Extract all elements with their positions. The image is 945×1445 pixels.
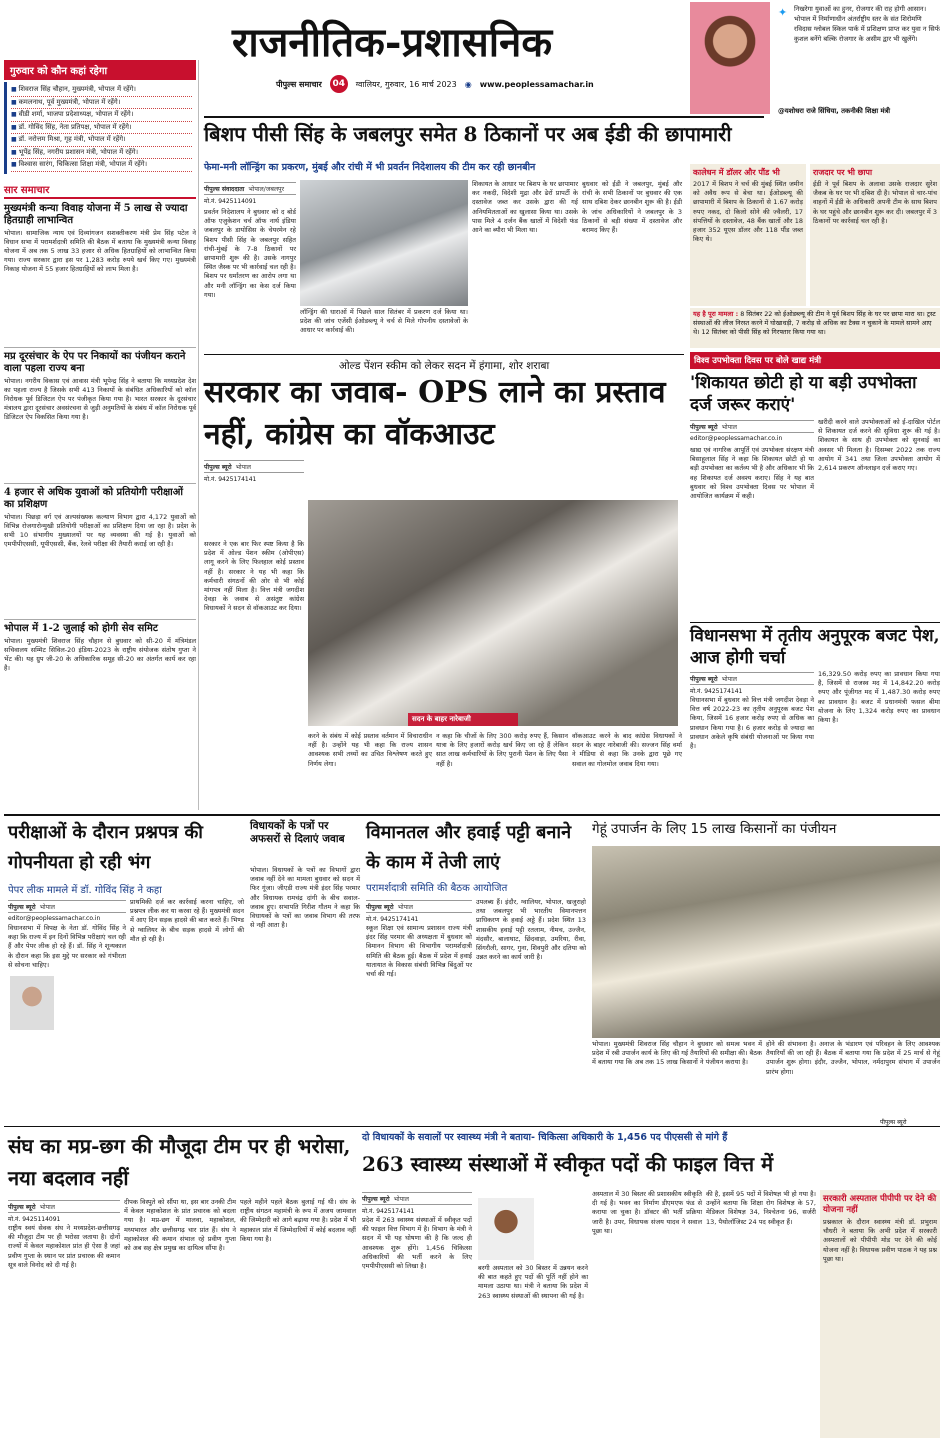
brief-body: भोपाल। मुख्यमंत्री शिवराज सिंह चौहान से बुधवार को सी-20 में मंत्रिमंडल सचिवालय सम्मिट सिविल-20 इंडिया-2023 के राष्ट्रीय संयोजक संतोष गुप्ता ने भेंट की। यह ग्रुप जी-20 के अधिकारिक समूह सी-20 का अंतर्गत कार्य कर रहा है। <box>4 636 196 673</box>
byline-agency: पीपुल्स ब्यूरो <box>366 904 394 911</box>
airstrip-byline <box>366 898 472 923</box>
lead-col-2: लॉन्ड्रिंग की धाराओं में पिछले साल सितंबर में प्रकरण दर्ज किया था। प्रदेश की जांच एजेंसी ईओडब्ल्यू ने चर्च से मिले गोपनीय दस्तावेजों के आधार पर कार्रवाई की। <box>300 308 468 335</box>
brief-headline: मुख्यमंत्री कन्या विवाह योजना में 5 लाख से ज्यादा हितग्राही लाभान्वित <box>4 202 188 226</box>
ops-col-1: सरकार ने एक बार फिर स्पष्ट किया है कि प्रदेश में ओल्ड पेंशन स्कीम (ओपीएस) लागू करने के लिए फिलहाल कोई प्रस्ताव नहीं है। सरकार ने यह भी कहा कि कर्मचारी संगठनों की ओर से भी कोई मांगपत्र नहीं मिला है। वित्त मंत्री जगदीश देवड़ा के जवाब से असंतुष्ट कांग्रेस विधायकों ने सदन से वॉकआउट कर दिया। <box>204 540 304 613</box>
airstrip-col-1: स्कूल शिक्षा एवं सामान्य प्रशासन राज्य मंत्री इंदर सिंह परमार की अध्यक्षता में बुधवार को विमानन विभाग की विभागीय परामर्शदात्री समिति की बैठक हुई। बैठक में प्रदेश में हवाई यातायात के विकास संबंधी विभिन्न बिंदुओं पर चर्चा की गई। <box>366 924 472 979</box>
ops-walkout-photo <box>308 500 678 726</box>
health-col-4: की है, इसमें 95 पदों में विशेषज्ञ भी हो गया है। उन्होंने बताया कि शिक्षा रोग विशेषज्ञ के 57, मेडिकल विशेषज्ञ 34, निश्चेतना 96, सर्जरी 13, पैथोलॉजिस्ट 24 पद स्वीकृत हैं। <box>706 1190 816 1226</box>
mobile-number: मो.नं. 9425114091 <box>8 1216 61 1223</box>
consumer-headline: 'शिकायत छोटी हो या बड़ी उपभोक्ता दर्ज जरूर कराएं' <box>690 373 917 415</box>
box-black-money <box>690 164 806 306</box>
byline-agency: पीपुल्स ब्यूरो <box>690 424 718 431</box>
brief-body: भोपाल। पिछड़ा वर्ग एवं अल्पसंख्यक कल्याण विभाग द्वारा 4,172 युवाओं को विभिन्न रोजगारोन्मुखी प्रतियोगी परीक्षाओं का प्रशिक्षण दिया जा रहा है। प्रदेश के सभी 10 संभागीय मुख्यालयों पर यह व्यवस्था की गई है। युवाओं को एमपीपीएससी, यूपीएससी, बैंक, रेलवे परीक्षा की तैयारी कराई जा रही है। <box>4 512 196 549</box>
tweet-box <box>690 0 945 118</box>
wheat-headline: गेहूं उपार्जन के लिए 15 लाख किसानों का पंजीयन <box>592 821 837 837</box>
box-body: 2017 में बिशप ने चर्च की मुंबई स्थित जमीन को अवैध रूप से बेचा था। ईओडब्ल्यू की छापामारी में बिशप के ठिकानों से 1.67 करोड़ रुपए नकद, दो किलो सोने की ज्वैलरी, 17 संपत्तियों के दस्तावेज, 48 बैंक खातों और 18 हजार 352 यूएस डॉलर और 118 पौंड जब्त किए थे। <box>693 180 803 244</box>
sangh-col-1: राष्ट्रीय स्वयं सेवक संघ ने मध्यप्रदेश-छत्तीसगढ़ की मौजूदा टीम पर ही भरोसा जताया है। दोनों राज्यों में केवल महाकोशल प्रांत ही ऐसा है जहां प्रवीण गुप्ता के स्थान पर प्रांत प्रचारक की कमान सूत्र वाले विनोद को दी गई है। <box>8 1224 120 1269</box>
health-col-1: प्रदेश में 263 स्वास्थ्य संस्थाओं में स्वीकृत पदों की फाइल वित्त विभाग में है। विभाग के मंत्री ने सदन में भी यह घोषणा की है कि जल्द ही आवश्यक शुरू होंगे। 1,456 चिकित्सा अधिकारियों की भर्ती करने के लिए एमपीपीएससी को लिखा है। <box>362 1216 472 1271</box>
exam-col-1: विधानसभा में विपक्ष के नेता डॉ. गोविंद सिंह ने कहा कि राज्य में इन दिनों विभिन्न परीक्षाएं चल रही हैं और पेपर लीक हो रहे हैं। डॉ. सिंह ने शून्यकाल के दौरान कहा कि इस मुद्दे पर सरकार को गंभीरता से सोचना चाहिए। <box>8 924 126 969</box>
box-head: सरकारी अस्पताल पीपीपी पर देने की योजना नहीं <box>823 1194 937 1215</box>
byline-city: भोपाल <box>397 904 413 911</box>
lead-subhead: फेमा-मनी लॉन्ड्रिंग का प्रकरण, मुंबई और रांची में भी प्रवर्तन निदेशालय की टीम कर रही छानबीन <box>204 162 536 173</box>
budget-byline <box>690 670 814 695</box>
who-where-title: गुरुवार को कौन कहां रहेगा <box>4 60 196 80</box>
lead-col-4: बुधवार को ईडी ने जबलपुर, मुंबई और रांची के सभी ठिकानों पर बुधवार की एक साथ दबिश देकर छानबीन शुरू की है। ईडी के जांच अधिकारियों ने जबलपुर के 3 ठिकानों से बड़ी संख्या में दस्तावेज और बरामद किए हैं। <box>582 180 682 235</box>
tweet-text: निखरेगा युवाओं का हुनर, रोजगार की राह होगी आसान। भोपाल में निर्माणाधीन अंतर्राष्ट्रीय स्तर के संत शिरोमणि रविदास ग्लोबल स्किल पार्क में प्रशिक्षण प्राप्त कर युवा न सिर्फ कुशल बनेंगे बल्कि रोजगार के असीम द्वार भी खुलेंगे। <box>794 5 940 43</box>
photo-caption: सदन के बाहर नारेबाजी <box>408 713 518 726</box>
globe-icon: ◉ <box>464 79 472 89</box>
note-body: 8 सितंबर 22 को ईओडब्ल्यू की टीम ने पूर्व बिशप सिंह के घर पर छापा मारा था। ट्रस्ट संस्थाओं की लीज निरस्त करने में घोखाधड़ी, 7 करोड़ से अधिक का टैक्स न चुकाने के मामले सामने आए थे। 12 सितंबर को पीसी सिंह को गिरफ्तार किया गया था। <box>693 310 936 336</box>
budget-headline: विधानसभा में तृतीय अनुपूरक बजट पेश, आज होगी चर्चा <box>690 622 940 669</box>
mla-headline: विधायकों के पत्रों पर अफसरों से दिलाएं जवाब <box>250 820 345 845</box>
who-where-list <box>4 82 196 174</box>
list-item: ■ शिवराज सिंह चौहान, मुख्यमंत्री, भोपाल में रहेंगे। <box>11 84 192 97</box>
budget-col-2: 16,329.50 करोड़ रुपए का प्रावधान किया गया है, जिसमें से राजस्व मद में 14,842.20 करोड़ रुपए और पूंजीगत मद में 1,487.30 करोड़ रुपए का प्रावधान है। बजट में प्रधानमंत्री फसल बीमा योजना के लिए 1,324 करोड़ रुपए का प्रावधान किया है। <box>818 670 940 725</box>
wheat-caption: भोपाल। मुख्यमंत्री शिवराज सिंह चौहान ने बुधवार को समत्व भवन में प्रदेश में रबी उपार्जन कार्य के लिए की गई तैयारियों की समीक्षा की। बैठक में बताया गया कि अब तक 15 लाख किसानों ने पंजीयन कराया है। <box>592 1040 762 1067</box>
consumer-col-1: खाद्य एवं नागरिक आपूर्ति एवं उपभोक्ता संरक्षण मंत्री बिसाहूलाल सिंह ने कहा कि शिकायत छोटी हो या बड़ी उपभोक्ता का कर्तव्य भी है और अधिकार भी कि वह शिकायत दर्ज अवश्य कराए। सिंह ने यह बात बुधवार को विश्व उपभोक्ता दिवस पर भोपाल में आयोजित कार्यक्रम में कही। <box>690 446 814 501</box>
lead-byline <box>204 180 296 205</box>
tweet-author: @यशोधरा राजे सिंधिया, तकनीकी शिक्षा मंत्री <box>778 107 891 115</box>
list-item: ■ डॉ. नरोत्तम मिश्रा, गृह मंत्री, भोपाल में रहेंगे। <box>11 134 192 147</box>
byline-agency: पीपुल्स ब्यूरो <box>362 1196 390 1203</box>
sangh-headline: संघ का मप्र-छग की मौजूदा टीम पर ही भरोसा, नया बदलाव नहीं <box>8 1134 351 1190</box>
list-item: ■ भूपेंद्र सिंह, नगरीय प्रशासन मंत्री, भोपाल में रहेंगे। <box>11 147 192 160</box>
airstrip-subhead: परामर्शदात्री समिति की बैठक आयोजित <box>366 883 508 894</box>
edition-date: ग्वालियर, गुरुवार, 16 मार्च 2023 <box>355 79 457 89</box>
list-item: ■ कमलनाथ, पूर्व मुख्यमंत्री, भोपाल में रहेंगे। <box>11 97 192 110</box>
lead-headline: बिशप पीसी सिंह के जबलपुर समेत 8 ठिकानों पर अब ईडी की छापामारी <box>204 116 764 147</box>
brief-item <box>4 483 196 613</box>
email: editor@peoplessamachar.co.in <box>690 435 783 442</box>
mobile-number: मो.नं. 9425174141 <box>366 916 419 923</box>
health-headline: 263 स्वास्थ्य संस्थाओं में स्वीकृत पदों की फाइल वित्त में <box>362 1152 774 1176</box>
list-item: ■ डॉ. गोविंद सिंह, नेता प्रतिपक्ष, भोपाल में रहेंगे। <box>11 122 192 135</box>
byline-agency: पीपुल्स संवाददाता <box>204 186 245 193</box>
mobile-number: मो.नं. 9425114091 <box>204 198 257 205</box>
section-divider <box>4 1126 940 1127</box>
ops-kicker: ओल्ड पेंशन स्कीम को लेकर सदन में हंगामा, शोर शराबा <box>204 354 684 373</box>
brief-body: भोपाल। सामाजिक न्याय एवं दिव्यांगजन सशक्तीकरण मंत्री प्रेम सिंह पटेल ने विधान सभा में परामर्शदात्री समिति की बैठक में बताया कि मुख्यमंत्री कन्या विवाह योजना में अब तक 5 लाख 33 हजार से अधिक हितग्राहियों को लाभान्वित किया गया। राज्य सरकार द्वारा इस पर 1,283 करोड़ रुपये खर्च किए गए। मुख्यमंत्री निकाह योजना में 55 हजार हितग्राहियों को लाभ मिला है। <box>4 228 196 274</box>
brief-item <box>4 203 196 341</box>
health-byline <box>362 1190 472 1215</box>
email: editor@peoplessamachar.co.in <box>8 915 101 922</box>
wheat-credit: पीपुल्स ब्यूरो <box>880 1119 907 1126</box>
box-head: कालेधन में डॉलर और पौंड भी <box>693 168 780 177</box>
box-note <box>690 308 940 348</box>
website: www.peoplessamachar.in <box>479 79 594 89</box>
ed-raid-photo <box>300 180 468 306</box>
health-kicker: दो विधायकों के सवालों पर स्वास्थ्य मंत्री ने बताया- चिकित्सा अधिकारी के 1,456 पद पीएससी से मांगे हैं <box>362 1132 728 1143</box>
mla-col-1: भोपाल। विधायकों के पत्रों का विभागों द्वारा जवाब नहीं देने का मामला बुधवार को सदन में फिर गूंजा। जीएडी राज्य मंत्री इंदर सिंह परमार और विधायक रामचंद्र दांगी के बीच सवाल-जवाब हुए। सभापति गिरीश गौतम ने कहा कि विधायकों के पत्रों का जवाब विभाग की तरफ से नहीं आता है। <box>250 866 360 930</box>
list-item: ■ विश्वास सारंग, चिकित्सा शिक्षा मंत्री, भोपाल में रहेंगे। <box>11 159 192 172</box>
brief-headline: 4 हजार से अधिक युवाओं को प्रतियोगी परीक्षाओं का प्रशिक्षण <box>4 486 183 510</box>
mobile-number: मो.नं. 9425174141 <box>690 688 743 695</box>
wheat-body: होने की संभावना है। अनाज के भंडारण एवं परिवहन के लिए आवश्यक तैयारियाँ की जा रही हैं। बैठक में बताया गया कि प्रदेश में 25 मार्च से गेहूं उपार्जन शुरू होगा। इंदौर, उज्जैन, भोपाल, नर्मदापुरम संभाग में उपार्जन प्रारंभ होगा। <box>766 1040 940 1076</box>
byline-agency: पीपुल्स ब्यूरो <box>204 464 232 471</box>
byline-city: भोपाल <box>721 676 737 683</box>
exam-byline <box>8 898 126 922</box>
sangh-col-3: पहले महीने पहले बैठक बुलाई गई थी। संघ के राष्ट्रीय संगठन महामंत्री के रूप में अजय जामवाल की जिम्मेदारी को आगे बढ़ाया गया है। प्रदेश में भी महाकाल प्रांत में जिम्मेदारियों में कोई बदलाव नहीं किया गया है। <box>240 1198 356 1243</box>
ops-col-3: करने के संबंध में कोई प्रस्ताव वर्तमान में विचाराधीन नहीं है। उन्होंने यह भी कहा कि राज्य शासन आवश्यक सभी तथ्यों का उचित विश्लेषण करते हुए निर्णय लेगा। <box>308 732 432 768</box>
consumer-col-2: खरीदी करने वाले उपभोक्ताओं को ई-दाखिल पोर्टल से शिकायत दर्ज करने की सुविधा शुरू की गई है। शिकायत के साथ ही उपभोक्ता को सुनवाई का अवसर भी मिलता है। दिसम्बर 2022 तक राज्य आयोग में 341 तथा जिला उपभोक्ता आयोग में 2,614 प्रकरण ऑनलाइन दर्ज कराए गए। <box>818 418 940 473</box>
minister-portrait <box>478 1198 534 1260</box>
health-col-3: अस्पताल में 30 बिस्तर की प्रशासकीय स्वीकृति दी गई है। भवन का निर्माण डीएमएफ फंड से कराया जा चुका है। डॉक्टर की भर्ती प्रक्रिया जारी है। उपर, विधायक संजय यादव ने सवाल पूछा था। <box>592 1190 702 1235</box>
mobile-number: मो.नं. 9425174141 <box>362 1208 415 1215</box>
page-number: 04 <box>330 75 348 93</box>
byline-agency: पीपुल्स ब्यूरो <box>8 1204 36 1211</box>
paper-name: पीपुल्स समाचार <box>276 79 322 89</box>
byline-agency: पीपुल्स ब्यूरो <box>8 904 36 911</box>
brief-headline: मप्र दूरसंचार के ऐप पर निकायों का पंजीयन कराने वाला पहला राज्य बना <box>4 350 186 374</box>
budget-col-1: विधानसभा में बुधवार को वित्त मंत्री जगदीश देवड़ा ने वित्त वर्ष 2022-23 का तृतीय अनुपूरक बजट पेश किया, जिसमें 16 हजार करोड़ रुपए से अधिक का प्रावधान किया गया है। 6 हजार करोड़ से ज्यादा का प्रावधान अकेले कृषि संबंधी योजनाओं पर किया गया है। <box>690 696 814 751</box>
wheat-meeting-photo <box>592 846 940 1038</box>
airstrip-headline: विमानतल और हवाई पट्टी बनाने के काम में तेजी लाएं <box>366 822 572 873</box>
ops-caption-body: वॉकआउट करने के बाद कांग्रेस विधायकों ने सदन के बाहर नारेबाजी की। सज्जन सिंह वर्मा ने मीडिया से कहा कि उनके द्वारा पूछे गए सवाल का गोलमोल जवाब दिया गया। <box>572 732 682 768</box>
section-title: राजनीतिक-प्रशासनिक <box>232 19 553 66</box>
health-col-2: बरगी अस्पताल को 30 बिस्तर में उन्नयन करने की बात कहते हुए पदों की पूर्ति नहीं होने का मामला उठाया था। मंत्री ने बताया कि प्रदेश में 263 स्वास्थ्य संस्थाओं की स्थापना की गई है। <box>478 1264 588 1300</box>
exam-subhead: पेपर लीक मामले में डॉ. गोविंद सिंह ने कहा <box>8 885 162 896</box>
byline-city: भोपाल <box>721 424 737 431</box>
exam-col-2: प्राथमिकी दर्ज कर कार्रवाई करना चाहिए, जो प्रश्नपत्र लीक कर या करवा रहे हैं। मुख्यमंत्री सदन में आए दिन सड़क हादसे की बात करते हैं। भिण्ड से ग्वालियर के बीच सड़क हादसे में लोगों की मौत हो रही है। <box>130 898 244 943</box>
mobile-number: मो.नं. 9425174141 <box>204 476 257 483</box>
lead-col-3: शिकायत के आधार पर बिशप के घर छापामार कर नकदी, विदेशी मुद्रा और ढेरों प्रापर्टी के दस्तावेज जब्त कर उसके द्वारा की गई अनियमितताओं का खुलासा किया था। उसके पास मिले 4 दर्जन बैंक खातों में विदेशी फंड आने का ब्यौरा भी मिला था। <box>472 180 578 235</box>
ops-col-4: न कहा कि चीजों के लिए 300 करोड़ रुपए हैं, किसान यात्रा के लिए हजारों करोड़ खर्च किए जा रहे हैं लेकिन सात लाख कर्मचारियों के लिए पुरानी पेंशन के लिए पैसा नहीं है। <box>436 732 568 768</box>
box-raid <box>810 164 940 306</box>
brief-item <box>4 619 196 727</box>
box-ppp <box>820 1190 940 1438</box>
note-label: यह है पूरा मामला : <box>693 310 739 318</box>
box-body: प्रश्नकाल के दौरान स्वास्थ्य मंत्री डॉ. प्रभुराम चौधरी ने बताया कि अभी प्रदेश में सरकारी अस्पतालों को पीपीपी मोड पर देने की कोई योजना नहीं है। विधायक प्रवीण पाठक ने यह प्रश्न पूछा था। <box>823 1218 937 1263</box>
section-divider <box>4 814 940 816</box>
byline-city: भोपाल <box>39 1204 55 1211</box>
byline-city: भोपाल/जबलपुर <box>248 186 285 193</box>
consumer-kicker: विश्व उपभोक्ता दिवस पर बोले खाद्य मंत्री <box>690 352 940 369</box>
list-item: ■ वीडी शर्मा, भाजपा प्रदेशाध्यक्ष, भोपाल में रहेंगे। <box>11 109 192 122</box>
consumer-byline <box>690 418 814 442</box>
saar-title: सार समाचार <box>4 182 196 199</box>
minister-photo <box>690 2 770 114</box>
byline-city: भोपाल <box>39 904 55 911</box>
sangh-byline <box>8 1198 120 1223</box>
exam-headline: परीक्षाओं के दौरान प्रश्नपत्र की गोपनीयता हो रही भंग <box>8 822 203 873</box>
brief-body: भोपाल। नगरीय विकास एवं आवास मंत्री भूपेन्द्र सिंह ने बताया कि मध्यप्रदेश देश का पहला राज्य है जिसके सभी 413 निकायों के संबंधित अधिकारियों को कॉल निरोधक पूर्व डिजिटल ऐप पर पंजीकृत किया गया है। भारत सरकार के दूरसंचार मंत्रालय द्वारा दूरसंचार अवसंरचना से जुड़ी अनुमतियों के संबंध में कॉल निरोधक पूर्व डिजिटल ऐप विकसित किया गया है। <box>4 376 196 422</box>
folio-bar <box>276 76 676 92</box>
ops-byline <box>204 458 304 483</box>
brief-headline: भोपाल में 1-2 जुलाई को होगी सेव समिट <box>4 622 158 634</box>
brief-item <box>4 347 196 477</box>
airstrip-col-2: उपलब्ध हैं। इंदौर, ग्वालियर, भोपाल, खजुराहो तथा जबलपुर भी भारतीय विमानपत्तन प्राधिकरण के हवाई अड्डे हैं। प्रदेश स्थित 13 शासकीय हवाई पट्टी रतलाम, नीमच, उज्जैन, मंदसौर, बालाघाट, छिंदवाड़ा, उमरिया, रीवा, सिंगरौली, सागर, गुना, शिवपुरी और दतिया को उन्नत करने का कार्य जारी है। <box>476 898 586 962</box>
sidebar <box>4 60 196 860</box>
sangh-col-2: दीपक विस्पुते को सौंपा था, इस बार उनकी टीम में केवल महाकोशल के प्रांत प्रचारक को बदला गया है। मप्र-छग में मालवा, महाकोशल, मध्यभारत और छत्तीसगढ़ चार प्रांत हैं। संघ ने महाकोशल की कमान संभाल रहे प्रवीण गुप्ता को अब सह क्षेत्र प्रमुख का दायित्व सौंपा है। <box>124 1198 236 1253</box>
box-body: ईडी ने पूर्व बिशप के अलावा उसके राजदार सुरेश जैकब के घर पर भी दबिश दी है। भोपाल से चार-पांच वाहनों में ईडी के अधिकारी अपनी टीम के साथ बिशप के घर पहुंचे और छानबीन शुरू कर दी। जबलपुर में 3 ठिकानों पर कार्रवाई चल रही है। <box>813 180 937 225</box>
ops-headline: सरकार का जवाब- OPS लाने का प्रस्ताव नहीं, कांग्रेस का वॉकआउट <box>204 375 666 452</box>
lead-col-1: प्रवर्तन निदेशालय ने बुधवार को द बोर्ड ऑफ एजुकेशन चर्च ऑफ नार्थ इंडिया जबलपुर के डायोसिस के चेयरमेन रहे बिशप पीसी सिंह के जबलपुर सहित रांची-मुंबई के 7-8 ठिकानों पर छापामारी शुरू की है। उसके नागपुर स्थित जैस्क पर भी कार्रवाई चल रही है। बिशप पर धर्मांतरण का आरोप लगा था और मनी लॉन्ड्रिंग का केस दर्ज किया गया। <box>204 208 296 299</box>
box-head: राजदार पर भी छापा <box>813 168 873 177</box>
byline-city: भोपाल <box>235 464 251 471</box>
byline-agency: पीपुल्स ब्यूरो <box>690 676 718 683</box>
column-divider <box>198 60 199 810</box>
twitter-icon: ✦ <box>778 6 788 19</box>
byline-city: भोपाल <box>393 1196 409 1203</box>
